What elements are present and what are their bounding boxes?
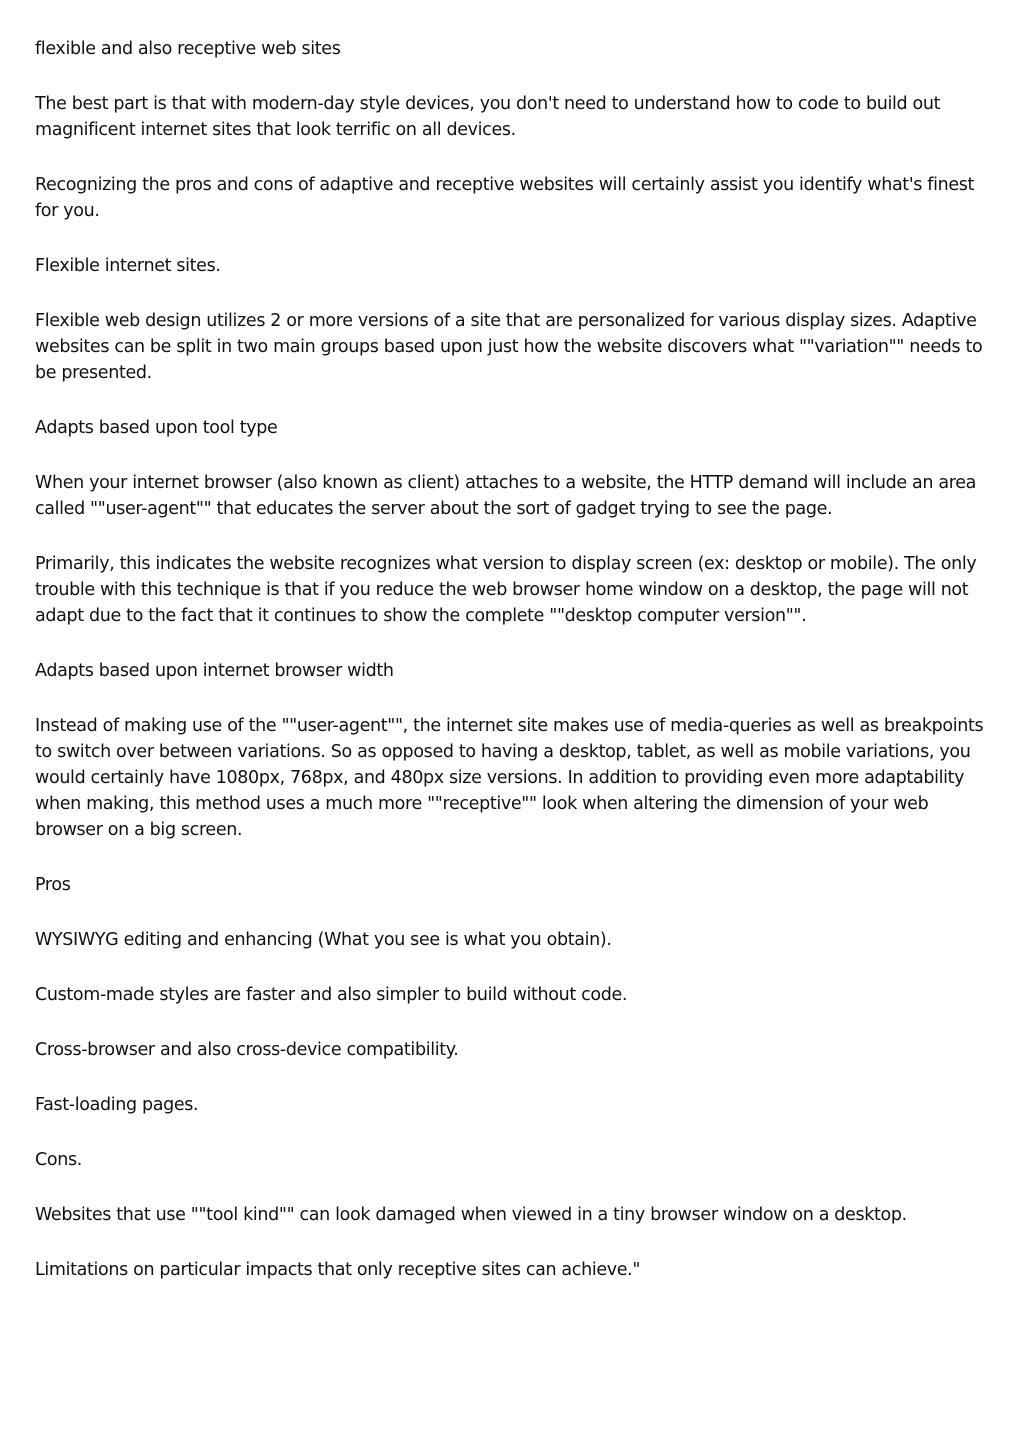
paragraph: Cons. — [35, 1150, 82, 1170]
paragraph: flexible and also receptive web sites — [35, 39, 341, 59]
paragraph: Instead of making use of the ""user-agent"", the internet site makes use of media-queries as well as breakpoints to switch over between variations. So as opposed to having a desktop, tablet, as well as mobile variations, you would certainly have 1080px, 768px, and 480px size versions. In addition to providing even more adaptability when making, this method uses a much more ""receptive"" look when altering the dimension of your web browser on a big screen. — [35, 716, 984, 840]
paragraph: Adapts based upon tool type — [35, 418, 278, 438]
paragraph: Cross-browser and also cross-device compatibility. — [35, 1040, 459, 1060]
paragraph: The best part is that with modern-day style devices, you don't need to understand how to code to build out magnificent internet sites that look terrific on all devices. — [35, 94, 941, 140]
paragraph: WYSIWYG editing and enhancing (What you see is what you obtain). — [35, 930, 612, 950]
paragraph: Flexible web design utilizes 2 or more versions of a site that are personalized for various display sizes. Adaptive websites can be split in two main groups based upon just how the website discovers what ""variation"" needs to be presented. — [35, 311, 983, 383]
paragraph: Websites that use ""tool kind"" can look damaged when viewed in a tiny browser window on a desktop. — [35, 1205, 907, 1225]
paragraph: Fast-loading pages. — [35, 1095, 199, 1115]
paragraph: Recognizing the pros and cons of adaptive and receptive websites will certainly assist you identify what's finest for you. — [35, 175, 975, 221]
document-body — [35, 36, 993, 1312]
paragraph: Custom-made styles are faster and also simpler to build without code. — [35, 985, 628, 1005]
paragraph: Flexible internet sites. — [35, 256, 221, 276]
paragraph: Pros — [35, 875, 71, 895]
paragraph: Adapts based upon internet browser width — [35, 661, 394, 681]
paragraph: Limitations on particular impacts that only receptive sites can achieve." — [35, 1260, 641, 1280]
paragraph: Primarily, this indicates the website recognizes what version to display screen (ex: desktop or mobile). The only trouble with this technique is that if you reduce the web browser home window on a desktop, the page will not adapt due to the fact that it continues to show the complete ""desktop computer version"". — [35, 554, 977, 626]
paragraph: When your internet browser (also known as client) attaches to a website, the HTTP demand will include an area called ""user-agent"" that educates the server about the sort of gadget trying to see the page. — [35, 473, 977, 519]
